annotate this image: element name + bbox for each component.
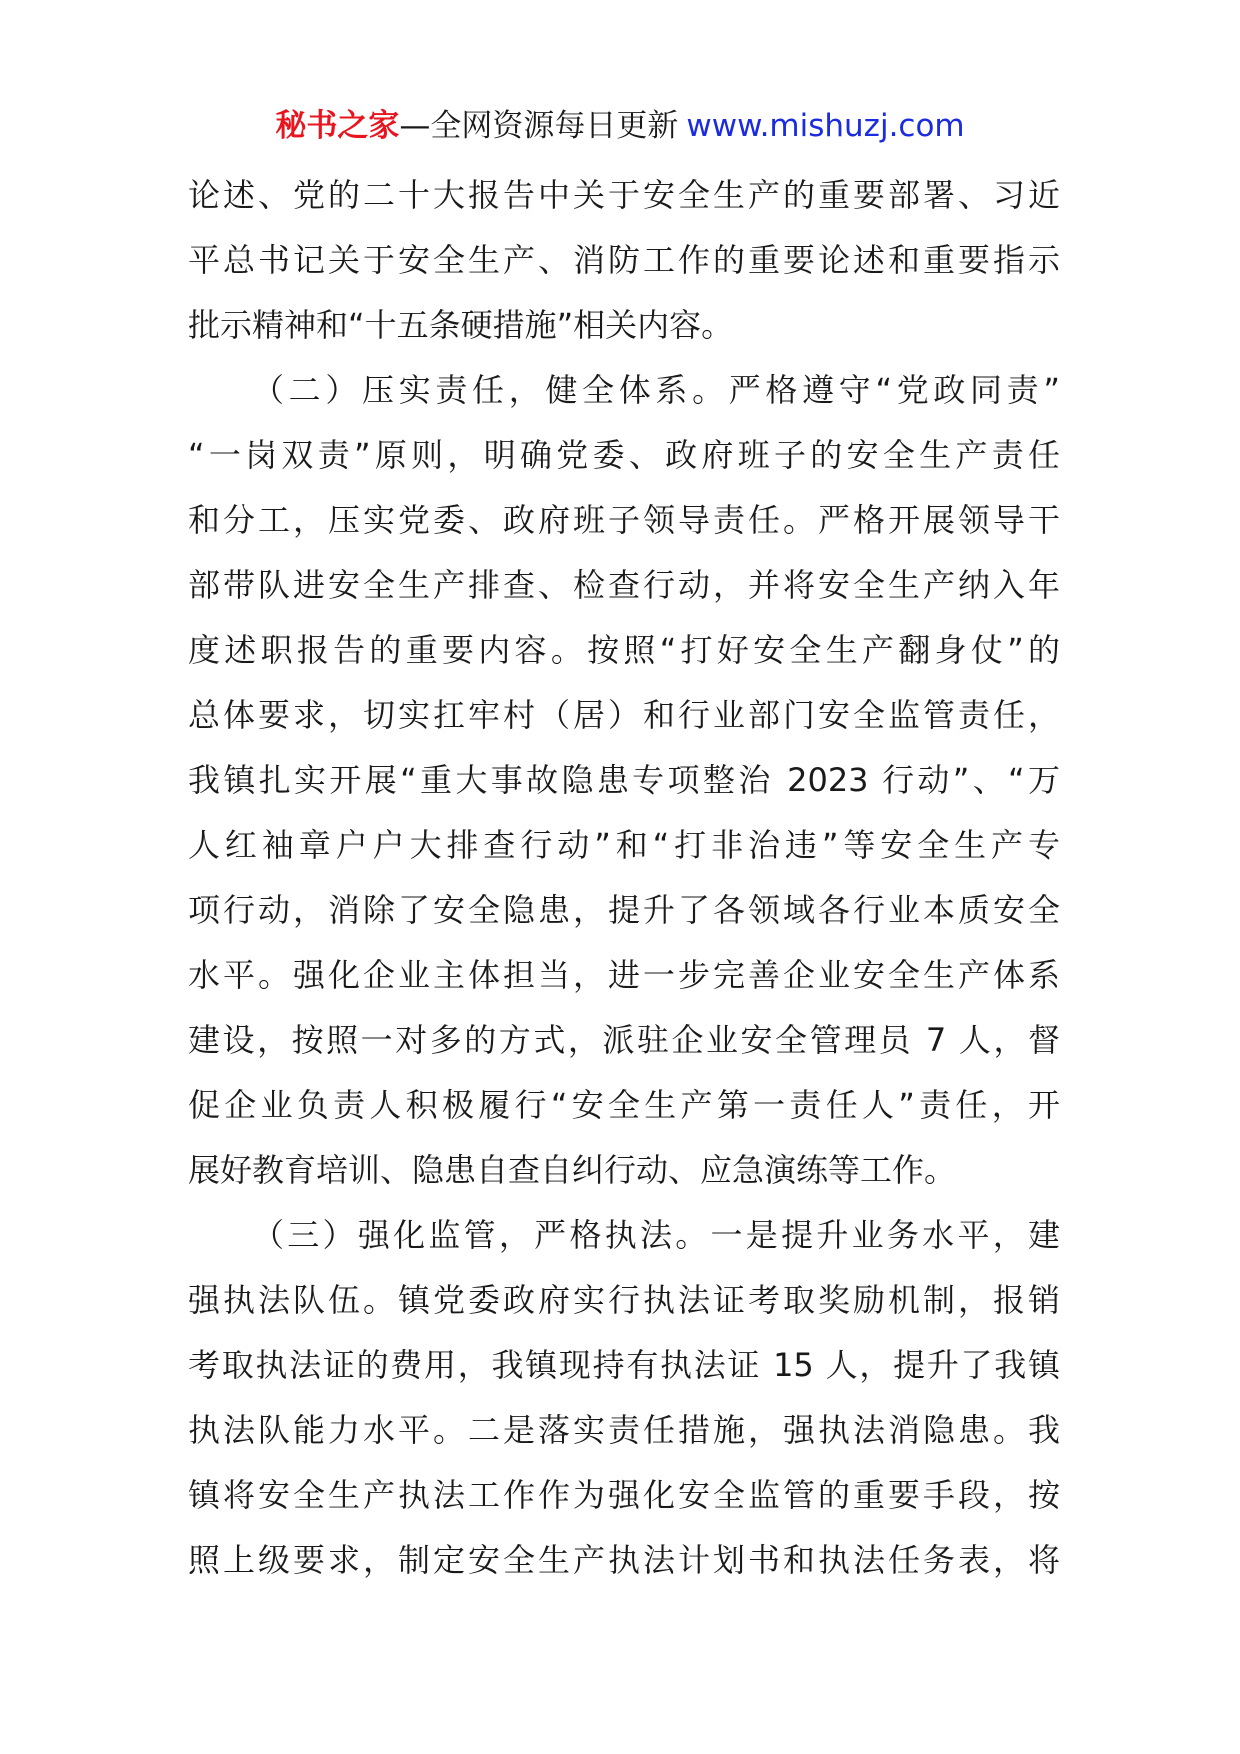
text-line: 平总书记关于安全生产、消防工作的重要论述和重要指示 — [188, 241, 1060, 279]
text-line: 项行动，消除了安全隐患，提升了各领域各行业本质安全 — [188, 891, 1060, 929]
header-brand: 秘书之家 — [275, 108, 400, 144]
text-line: 执法队能力水平。二是落实责任措施，强执法消隐患。我 — [188, 1411, 1060, 1449]
text-line: 论述、党的二十大报告中关于安全生产的重要部署、习近 — [188, 176, 1060, 214]
header-tagline: —全网资源每日更新 — [399, 108, 679, 144]
text-line: 我镇扎实开展“重大事故隐患专项整治 2023 行动”、“万 — [188, 761, 1060, 799]
text-line: 批示精神和“十五条硬措施”相关内容。 — [188, 306, 734, 344]
text-line: 度述职报告的重要内容。按照“打好安全生产翻身仗”的 — [188, 631, 1060, 669]
text-line: 总体要求，切实扛牢村（居）和行业部门安全监管责任， — [188, 696, 1060, 734]
text-line: （三）强化监管，严格执法。一是提升业务水平，建 — [252, 1216, 1060, 1254]
text-line: 水平。强化企业主体担当，进一步完善企业安全生产体系 — [188, 956, 1060, 994]
text-line: 考取执法证的费用，我镇现持有执法证 15 人，提升了我镇 — [188, 1346, 1060, 1384]
text-line: （二）压实责任，健全体系。严格遵守“党政同责” — [252, 371, 1060, 409]
text-line: 建设，按照一对多的方式，派驻企业安全管理员 7 人，督 — [188, 1021, 1060, 1059]
text-line: 强执法队伍。镇党委政府实行执法证考取奖励机制，报销 — [188, 1281, 1060, 1319]
text-line: “一岗双责”原则，明确党委、政府班子的安全生产责任 — [188, 436, 1060, 474]
text-line: 镇将安全生产执法工作作为强化安全监管的重要手段，按 — [188, 1476, 1060, 1514]
text-line: 展好教育培训、隐患自查自纠行动、应急演练等工作。 — [188, 1151, 957, 1189]
paragraph-2 — [188, 358, 1060, 1203]
text-line: 部带队进安全生产排查、检查行动，并将安全生产纳入年 — [188, 566, 1060, 604]
text-line: 和分工，压实党委、政府班子领导责任。严格开展领导干 — [188, 501, 1060, 539]
paragraph-3 — [188, 1203, 1060, 1593]
paragraph-1 — [188, 163, 1060, 358]
document-body — [188, 163, 1060, 1593]
text-line: 促企业负责人积极履行“安全生产第一责任人”责任，开 — [188, 1086, 1060, 1124]
text-line: 照上级要求，制定安全生产执法计划书和执法任务表，将 — [188, 1541, 1060, 1579]
text-line: 人红袖章户户大排查行动”和“打非治违”等安全生产专 — [188, 826, 1060, 864]
header-site-link[interactable]: www.mishuzj.com — [686, 108, 965, 144]
page-header — [0, 104, 1240, 148]
